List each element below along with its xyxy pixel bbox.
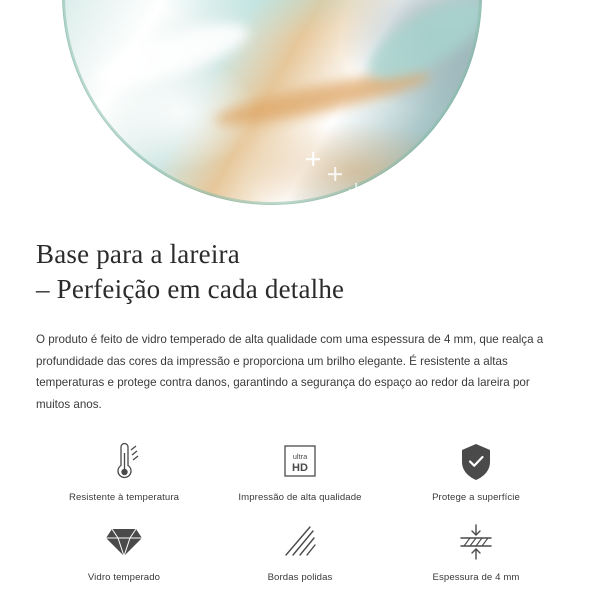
feature-item-tempered-glass <box>36 521 212 583</box>
marble-vein <box>90 11 255 98</box>
thermometer-icon <box>107 441 141 483</box>
feature-item-thickness <box>388 521 564 583</box>
feature-item-polished-edges <box>212 521 388 583</box>
marble-vein <box>259 0 466 4</box>
svg-text:ultra: ultra <box>292 451 308 461</box>
headline-line-2: – Perfeição em cada detalhe <box>36 274 345 305</box>
feature-item-surface-protection <box>388 441 564 503</box>
ultra-hd-icon <box>279 441 321 483</box>
description-paragraph: O produto é feito de vidro temperado de alta qualidade com uma espessura de 4 mm, que realça a profundidade das cores da impressão e proporciona um brilho elegante. É resistente a altas temperaturas e protege contra danos, garantindo a segurança do espaço ao redor da lareira por muitos anos. <box>36 333 544 411</box>
feature-label: Protege a superfície <box>432 491 520 503</box>
feature-item-temperature-resistant <box>36 441 212 503</box>
hero-inner <box>0 0 600 213</box>
description-content <box>0 237 600 583</box>
product-hero-image <box>0 0 600 213</box>
shield-check-icon <box>458 441 494 483</box>
marble-vein <box>212 62 433 133</box>
glass-plate-graphic <box>62 0 482 205</box>
svg-text:HD: HD <box>292 461 308 474</box>
page-title <box>36 237 564 307</box>
headline-line-1: Base para a lareira <box>36 239 240 269</box>
thickness-arrows-icon <box>455 521 497 563</box>
feature-label: Bordas polidas <box>267 571 333 583</box>
feature-label: Vidro temperado <box>87 571 161 583</box>
feature-label: Espessura de 4 mm <box>432 571 520 583</box>
feature-grid <box>36 441 564 583</box>
feature-item-high-quality-print <box>212 441 388 503</box>
polished-edges-icon <box>280 521 320 563</box>
feature-label: Impressão de alta qualidade <box>238 491 362 503</box>
diamond-icon <box>104 521 144 563</box>
feature-label: Resistente à temperatura <box>68 491 180 503</box>
marble-vein <box>358 0 482 94</box>
